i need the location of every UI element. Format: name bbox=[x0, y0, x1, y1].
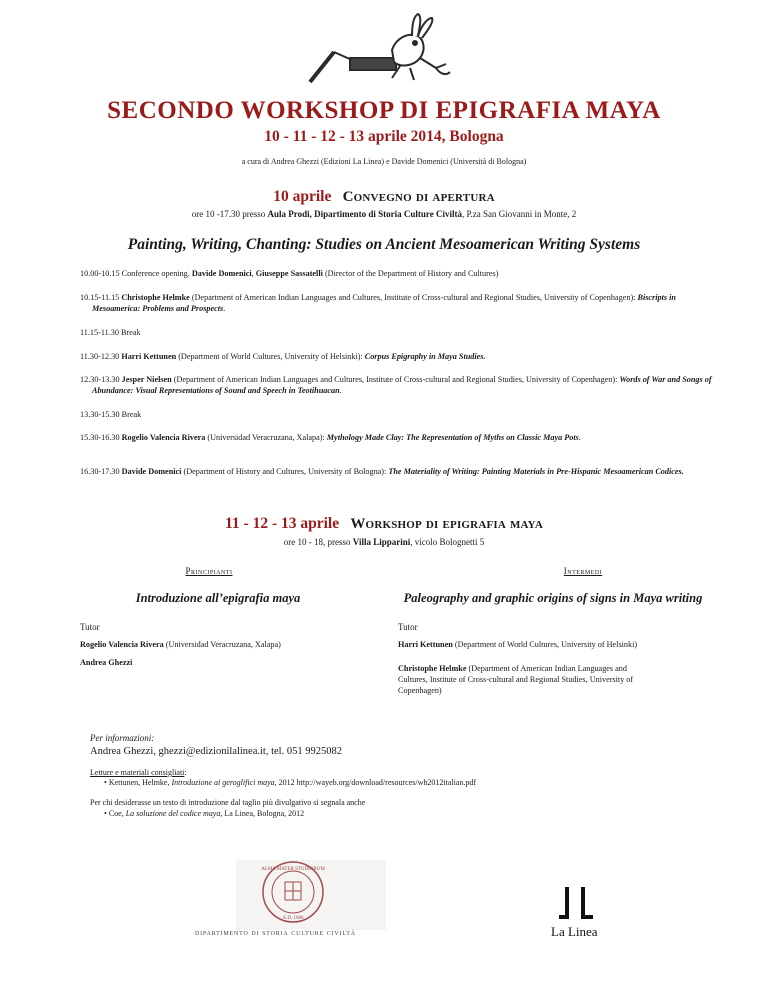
beginners-tutor-2: Andrea Ghezzi bbox=[80, 658, 133, 667]
schedule-item: 10.00-10.15 Conference opening. Davide Domenici, Giuseppe Sassatelli (Director of the Department of History and Cultures) bbox=[80, 269, 499, 278]
conference-label: Convegno di apertura bbox=[342, 189, 495, 205]
schedule-item: 11.30-12.30 Harri Kettunen (Department of World Cultures, University of Helsinki): Corpus Epigraphy in Maya Studies. bbox=[80, 352, 486, 361]
schedule-item: 10.15-11.15 Christophe Helmke (Department of American Indian Languages and Cultures, Institute of Cross-cultural and Regional Studies, University of Copenhagen): Biscripts in Mesoamerica: Problems and Prospects. bbox=[80, 293, 676, 313]
workshop-venue-address: , vicolo Bolognetti 5 bbox=[410, 537, 485, 547]
readings-heading: Letture e materiali consigliati: bbox=[90, 768, 187, 777]
schedule-item: 12.30-13.30 Jesper Nielsen (Department of American Indian Languages and Cultures, Institute of Cross-cultural and Regional Studies, University of Copenhagen): Words of War and Songs of Abundance: Visual Representations of Sound and Speech in Teotihuacan. bbox=[80, 375, 712, 395]
workshop-days: 11 - 12 - 13 aprile bbox=[225, 515, 340, 532]
seal-year: A.D. 1088 bbox=[282, 916, 304, 921]
workshop-venue-time: ore 10 - 18, presso bbox=[283, 537, 353, 547]
info-contact: Andrea Ghezzi, ghezzi@edizionilalinea.it, tel. 051 9925082 bbox=[90, 746, 342, 757]
intermediate-tutor-2: Christophe Helmke (Department of American Indian Languages and Cultures, Institute of Cross-cultural and Regional Studies, University of Copenhagen) bbox=[398, 664, 634, 695]
beginners-tutor-1: Rogelio Valencia Rivera (Universidad Veracruzana, Xalapa) bbox=[80, 640, 281, 649]
intermediate-course-title: Paleography and graphic origins of signs in Maya writing bbox=[403, 591, 703, 605]
reading-item: • Coe, La soluzione del codice maya, La Linea, Bologna, 2012 bbox=[104, 809, 305, 818]
beginners-course-title: Introduzione all’epigrafia maya bbox=[135, 591, 301, 605]
conference-venue-time: ore 10 -17.30 presso bbox=[191, 209, 268, 219]
publisher-name: La Linea bbox=[551, 924, 598, 939]
schedule-item: 11.15-11.30 Break bbox=[80, 328, 141, 337]
intermediate-tutor-1: Harri Kettunen (Department of World Cultures, University of Helsinki) bbox=[398, 640, 638, 649]
seal-text: ALMA MATER STUDIORUM bbox=[261, 867, 325, 872]
event-title: SECONDO WORKSHOP DI EPIGRAFIA MAYA bbox=[107, 97, 661, 124]
curators-line: a cura di Andrea Ghezzi (Edizioni La Linea) e Davide Domenici (Università di Bologna) bbox=[241, 157, 527, 166]
intermediate-tutor-label: Tutor bbox=[398, 622, 418, 632]
workshop-venue-place: Villa Lipparini bbox=[352, 537, 411, 547]
intermediate-heading: Intermedi bbox=[563, 566, 603, 576]
conference-day: 10 aprile bbox=[273, 188, 332, 205]
beginners-tutor-label: Tutor bbox=[80, 622, 100, 632]
rabbit-scribe-illustration bbox=[300, 10, 460, 90]
department-name: dipartimento di storia culture civiltà bbox=[195, 928, 356, 937]
conference-subtitle: Painting, Writing, Chanting: Studies on Ancient Mesoamerican Writing Systems bbox=[127, 236, 641, 253]
workshop-label: Workshop di epigrafia maya bbox=[350, 516, 543, 532]
beginners-heading: Principianti bbox=[185, 566, 233, 576]
conference-venue-place: Aula Prodi, Dipartimento di Storia Culture Civiltà bbox=[267, 209, 462, 219]
university-seal-logo bbox=[261, 860, 325, 924]
event-dates: 10 - 11 - 12 - 13 aprile 2014, Bologna bbox=[264, 128, 504, 145]
conference-venue bbox=[0, 209, 768, 219]
schedule-item: 16.30-17.30 Davide Domenici (Department of History and Cultures, University of Bologna): The Materiality of Writing: Painting Materials in Pre-Hispanic Mesoamerican Codices. bbox=[80, 467, 684, 476]
info-label: Per informazioni: bbox=[90, 733, 155, 743]
schedule-item: 13.30-15.30 Break bbox=[80, 410, 142, 419]
workshop-heading bbox=[0, 515, 768, 533]
schedule-item: 15.30-16.30 Rogelio Valencia Rivera (Universidad Veracruzana, Xalapa): Mythology Made Clay: The Representation of Myths on Classic Maya Pots. bbox=[80, 433, 581, 442]
reading-item: • Kettunen, Helmke, Introduzione ai geroglifici maya, 2012 http://wayeb.org/download/resources/wh2012italian.pdf bbox=[104, 778, 477, 787]
workshop-venue bbox=[0, 537, 768, 547]
conference-heading bbox=[0, 188, 768, 206]
conference-venue-address: , P.za San Giovanni in Monte, 2 bbox=[461, 209, 577, 219]
info-note: Per chi desiderasse un testo di introduzione dal taglio più divulgativo si segnala anche bbox=[90, 798, 366, 807]
